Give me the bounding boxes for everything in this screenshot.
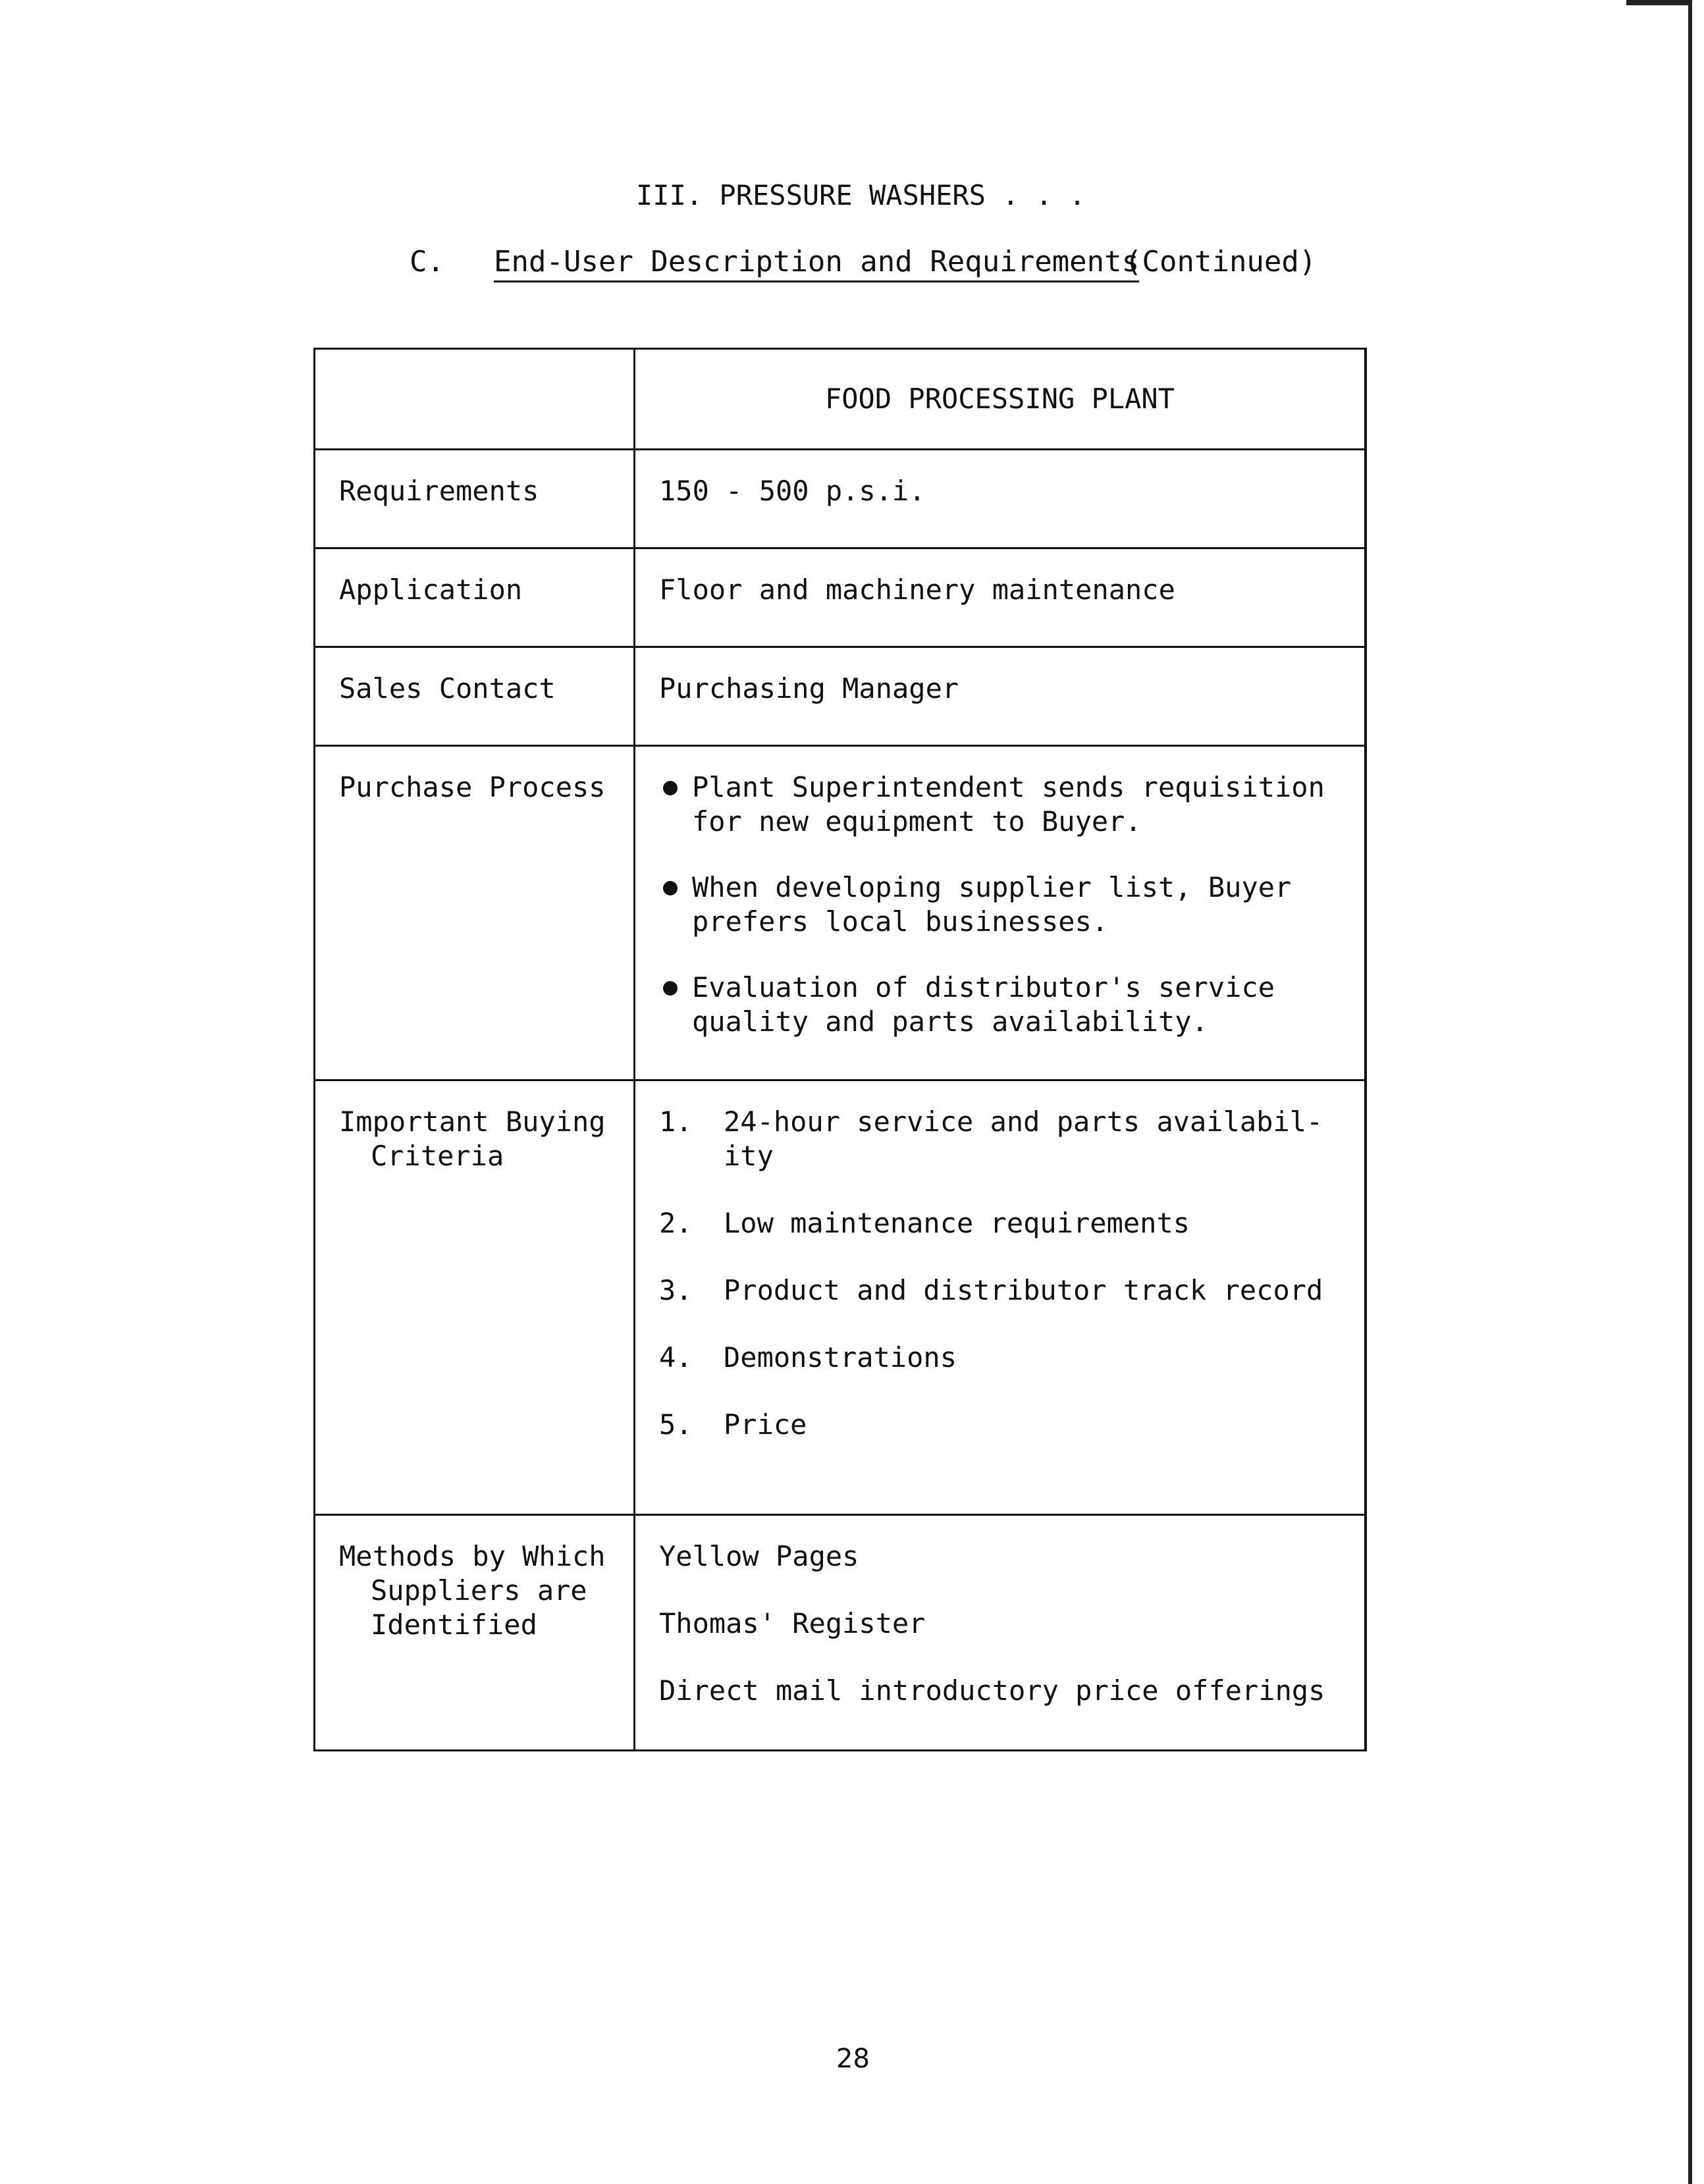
row-value-methods: [635, 1515, 1366, 1751]
row-value-sales-contact: Purchasing Manager: [635, 647, 1366, 746]
method-item: Thomas' Register: [659, 1607, 926, 1639]
list-text: Demonstrations: [724, 1341, 957, 1373]
column-header: FOOD PROCESSING PLANT: [635, 349, 1366, 450]
list-item: [659, 1273, 1345, 1308]
row-label-requirements: Requirements: [315, 450, 635, 548]
table-row: [315, 1515, 1366, 1751]
scan-edge-line: [1688, 0, 1692, 2184]
row-label-buying-criteria: [315, 1080, 635, 1515]
table-row: [315, 647, 1366, 746]
label-line: Criteria: [371, 1140, 504, 1172]
table-row: [315, 746, 1366, 1080]
row-value-buying-criteria: [635, 1080, 1366, 1515]
header-empty-cell: [315, 349, 635, 450]
bullet-item: [659, 971, 1345, 1039]
list-item: [659, 1341, 1345, 1375]
row-label-sales-contact: Sales Contact: [315, 647, 635, 746]
row-label-purchase-process: Purchase Process: [315, 746, 635, 1080]
bullet-text: When developing supplier list, Buyer prefers local businesses.: [692, 871, 1292, 938]
list-number: 5.: [659, 1408, 693, 1441]
list-item: [659, 1408, 1345, 1442]
bullet-text: Evaluation of distributor's service quality and parts availability.: [692, 971, 1275, 1038]
list-text: Product and distributor track record: [724, 1274, 1323, 1306]
row-value-application: Floor and machinery maintenance: [635, 548, 1366, 647]
bullet-icon: [663, 881, 678, 895]
bullet-item: [659, 770, 1345, 839]
scan-edge-top: [1626, 0, 1692, 5]
table-row: [315, 1080, 1366, 1515]
list-number: 3.: [659, 1274, 693, 1306]
bullet-icon: [663, 981, 678, 996]
table-header-row: [315, 349, 1366, 450]
row-value-requirements: 150 - 500 p.s.i.: [635, 450, 1366, 548]
label-line: Suppliers are: [371, 1574, 587, 1607]
list-number: 4.: [659, 1341, 693, 1373]
table-row: [315, 450, 1366, 548]
row-value-purchase-process: [635, 746, 1366, 1080]
requirements-table: [313, 348, 1367, 1751]
list-item: [659, 1105, 1345, 1173]
row-label-application: Application: [315, 548, 635, 647]
subsection-continued: (Continued): [1125, 245, 1317, 279]
label-line: Identified: [371, 1609, 537, 1641]
list-number: 1.: [659, 1105, 693, 1138]
list-number: 2.: [659, 1207, 693, 1239]
bullet-item: [659, 870, 1345, 939]
label-line: Methods by Which: [339, 1540, 606, 1572]
list-text: Low maintenance requirements: [724, 1207, 1190, 1239]
section-heading: III. PRESSURE WASHERS . . .: [636, 179, 1086, 211]
subsection-title: End-User Description and Requirements: [494, 245, 1140, 279]
method-item: Direct mail introductory price offerings: [659, 1674, 1325, 1707]
list-text: Price: [724, 1408, 807, 1441]
row-label-methods: [315, 1515, 635, 1751]
list-item: [659, 1206, 1345, 1240]
page-number: 28: [836, 2044, 870, 2074]
list-text: 24-hour service and parts availabil-ity: [724, 1105, 1323, 1172]
table-row: [315, 548, 1366, 647]
method-item: Yellow Pages: [659, 1540, 859, 1572]
label-line: Important Buying: [339, 1105, 606, 1138]
bullet-icon: [663, 781, 678, 795]
bullet-text: Plant Superintendent sends requisition for new equipment to Buyer.: [692, 771, 1325, 838]
subsection-letter: C.: [410, 245, 444, 279]
